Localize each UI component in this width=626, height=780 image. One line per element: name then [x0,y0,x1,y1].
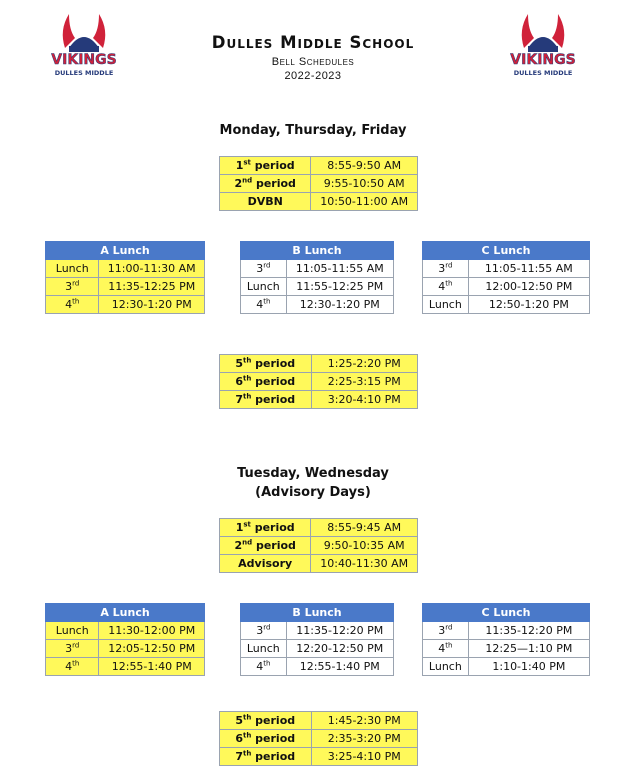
period-number: 6 [235,375,243,388]
b-lunch-header: B Lunch [241,604,394,622]
logo-text-main: VIKINGS [51,52,117,68]
period-time: 1:25-2:20 PM [311,355,418,373]
period-number: 5 [235,357,243,370]
period-number: 5 [235,714,243,727]
period-number: 7 [235,750,243,763]
tw-morning-table [219,518,418,573]
ordinal-suffix: th [243,356,252,365]
table-row [241,278,394,296]
ordinal-suffix: rd [72,279,80,288]
period-number: 3 [65,280,73,293]
table-row [423,260,590,278]
ordinal-suffix: th [243,392,252,401]
period-number: 2 [234,539,243,552]
period-label [46,640,99,658]
period-time: 8:55-9:50 AM [311,157,418,175]
c-lunch-header: C Lunch [423,604,590,622]
period-time: 11:35-12:20 PM [468,622,589,640]
table-row [220,748,418,766]
period-number: 1 [235,521,244,534]
table-row [46,260,205,278]
period-time: 11:05-11:55 AM [286,260,393,278]
c-lunch-header: C Lunch [423,242,590,260]
table-row [220,537,418,555]
mtf-afternoon-table [219,354,418,409]
period-number: 4 [65,298,73,311]
school-year: 2022-2023 [284,70,342,82]
period-number: 3 [65,642,73,655]
period-text: period [250,159,295,172]
logo-text-sub: DULLES MIDDLE [54,69,114,77]
b-lunch-header: B Lunch [241,242,394,260]
ordinal-suffix: nd [242,538,253,547]
tw-heading-advisory: (Advisory Days) [255,485,371,500]
period-number: 4 [438,280,446,293]
table-row [46,296,205,314]
ordinal-suffix: th [263,297,271,306]
period-number: 4 [438,642,446,655]
period-number: 4 [65,660,73,673]
table-row [423,278,590,296]
mtf-b-lunch-table [240,241,394,314]
table-row [241,658,394,676]
tw-a-lunch-table [45,603,205,676]
period-number: 3 [438,262,446,275]
period-label [220,355,312,373]
ordinal-suffix: st [243,158,251,167]
period-text: Lunch [55,262,89,275]
period-label [220,555,311,573]
ordinal-suffix: th [445,641,453,650]
period-text: period [252,539,296,552]
period-time: 12:25—1:10 PM [468,640,589,658]
period-label [220,748,312,766]
period-label [220,537,311,555]
period-text: period [252,177,296,190]
period-time: 10:50-11:00 AM [311,193,418,211]
ordinal-suffix: rd [263,261,271,270]
period-time: 11:35-12:20 PM [286,622,393,640]
period-label [241,622,287,640]
period-time: 12:55-1:40 PM [286,658,393,676]
period-number: 1 [235,159,244,172]
tw-afternoon-table [219,711,418,766]
period-time: 10:40-11:30 AM [311,555,418,573]
ordinal-suffix: nd [242,176,253,185]
table-row [220,391,418,409]
period-label [423,640,469,658]
ordinal-suffix: th [243,713,252,722]
table-row [220,519,418,537]
table-row [220,355,418,373]
tw-heading: Tuesday, Wednesday [237,466,389,481]
period-time: 9:55-10:50 AM [311,175,418,193]
ordinal-suffix: rd [445,261,453,270]
table-row [220,555,418,573]
period-label [220,373,312,391]
period-label [220,712,312,730]
table-row [220,175,418,193]
ordinal-suffix: th [445,279,453,288]
table-row [46,278,205,296]
document-subtitle: Bell Schedules [271,56,355,68]
table-row [241,640,394,658]
period-text: period [251,714,296,727]
ordinal-suffix: th [72,659,80,668]
period-time: 2:35-3:20 PM [311,730,418,748]
period-label [46,622,99,640]
period-label [423,296,469,314]
period-number: 3 [438,624,446,637]
ordinal-suffix: th [243,749,252,758]
table-row [220,373,418,391]
period-time: 3:20-4:10 PM [311,391,418,409]
period-number: 4 [256,298,264,311]
logo-text-sub: DULLES MIDDLE [513,69,573,77]
period-text: Lunch [246,280,280,293]
period-time: 1:10-1:40 PM [468,658,589,676]
tw-b-lunch-table [240,603,394,676]
logo-text-main: VIKINGS [510,52,576,68]
ordinal-suffix: th [72,297,80,306]
period-label [241,278,287,296]
table-row [423,640,590,658]
ordinal-suffix: st [243,520,251,529]
ordinal-suffix: th [263,659,271,668]
table-row [46,622,205,640]
period-time: 12:30-1:20 PM [99,296,205,314]
period-time: 1:45-2:30 PM [311,712,418,730]
period-label [241,658,287,676]
period-label [46,658,99,676]
table-row [423,296,590,314]
period-text: Lunch [246,642,280,655]
period-label [241,296,287,314]
period-time: 12:55-1:40 PM [99,658,205,676]
period-time: 8:55-9:45 AM [311,519,418,537]
period-label [423,260,469,278]
table-row [241,260,394,278]
school-title: Dulles Middle School [211,33,415,52]
period-number: 3 [256,262,264,275]
period-time: 11:30-12:00 PM [99,622,205,640]
period-number: 2 [234,177,243,190]
period-text: period [251,375,296,388]
period-text: period [251,732,296,745]
period-text: period [251,750,296,763]
period-text: Lunch [55,624,89,637]
table-row [46,640,205,658]
period-label [423,278,469,296]
period-label [241,260,287,278]
table-row [46,658,205,676]
mtf-heading: Monday, Thursday, Friday [219,123,407,138]
period-time: 3:25-4:10 PM [311,748,418,766]
ordinal-suffix: th [243,374,252,383]
period-label [241,640,287,658]
period-time: 9:50-10:35 AM [311,537,418,555]
ordinal-suffix: th [243,731,252,740]
mtf-a-lunch-table [45,241,205,314]
mtf-morning-table [219,156,418,211]
period-time: 2:25-3:15 PM [311,373,418,391]
period-text: Lunch [428,298,462,311]
ordinal-suffix: rd [445,623,453,632]
period-label [220,175,311,193]
period-text: DVBN [247,195,283,208]
period-time: 12:05-12:50 PM [99,640,205,658]
period-text: Lunch [428,660,462,673]
ordinal-suffix: rd [72,641,80,650]
period-time: 12:30-1:20 PM [286,296,393,314]
mtf-c-lunch-table [422,241,590,314]
period-text: period [250,521,295,534]
period-label [220,519,311,537]
period-time: 11:05-11:55 AM [468,260,589,278]
period-number: 6 [235,732,243,745]
period-time: 12:00-12:50 PM [468,278,589,296]
period-text: period [251,357,296,370]
period-label [423,658,469,676]
table-row [241,296,394,314]
period-time: 11:35-12:25 PM [99,278,205,296]
period-label [423,622,469,640]
a-lunch-header: A Lunch [46,242,205,260]
period-text: Advisory [238,557,293,570]
ordinal-suffix: rd [263,623,271,632]
table-row [220,730,418,748]
period-text: period [251,393,296,406]
period-label [220,157,311,175]
period-number: 7 [235,393,243,406]
period-label [46,260,99,278]
period-time: 11:55-12:25 PM [286,278,393,296]
table-row [220,712,418,730]
a-lunch-header: A Lunch [46,604,205,622]
period-label [220,193,311,211]
period-label [220,730,312,748]
period-number: 3 [256,624,264,637]
table-row [220,193,418,211]
table-row [241,622,394,640]
period-time: 12:50-1:20 PM [468,296,589,314]
period-label [46,296,99,314]
period-time: 12:20-12:50 PM [286,640,393,658]
table-row [423,658,590,676]
table-row [220,157,418,175]
period-number: 4 [256,660,264,673]
tw-c-lunch-table [422,603,590,676]
period-time: 11:00-11:30 AM [99,260,205,278]
period-label [220,391,312,409]
table-row [423,622,590,640]
period-label [46,278,99,296]
